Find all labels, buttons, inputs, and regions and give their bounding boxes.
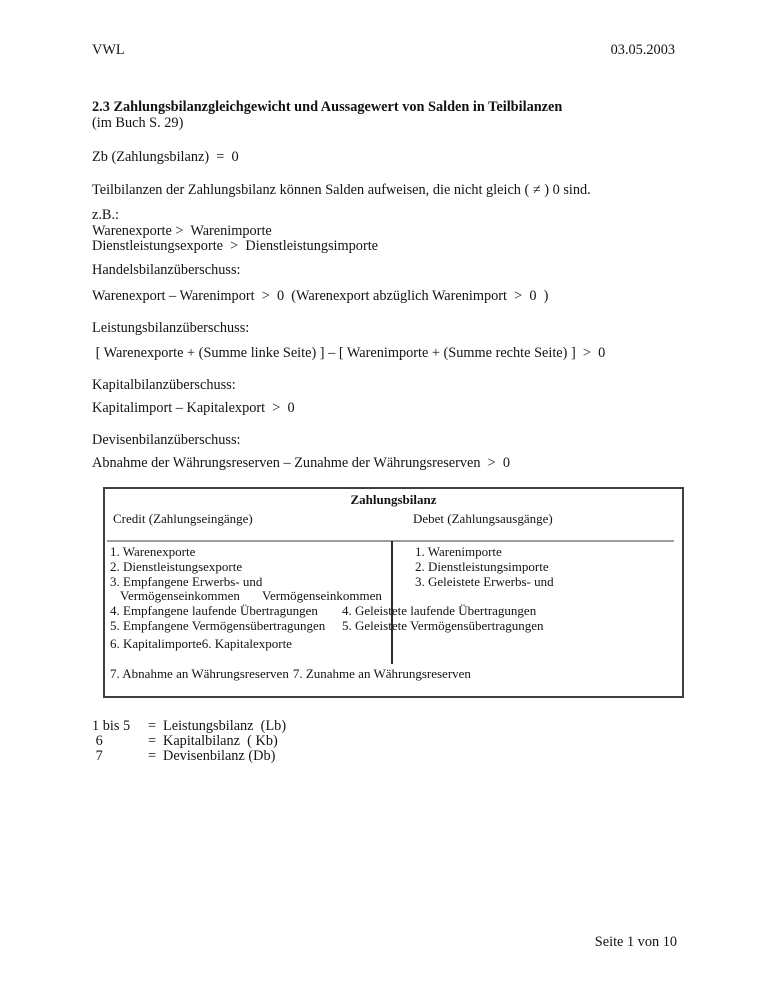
example-dienst: Dienstleistungsexporte > Dienstleistungsimporte	[92, 238, 379, 254]
kapitalbilanz-formula: Kapitalimport – Kapitalexport > 0	[92, 400, 295, 416]
credit-cell: 7. Abnahme an Währungsreserven	[110, 666, 289, 681]
zb-equation: Zb (Zahlungsbilanz) = 0	[92, 149, 239, 165]
credit-cell: 1. Warenexporte	[110, 544, 196, 559]
credit-cell: 2. Dienstleistungsexporte	[110, 559, 243, 574]
legend-label: Devisenbilanz (Db)	[163, 748, 276, 764]
handelsbilanz-label: Handelsbilanzüberschuss:	[92, 262, 241, 278]
leistungsbilanz-formula: [ Warenexporte + (Summe linke Seite) ] – [ Warenimporte + (Summe rechte Seite) ] > 0	[92, 345, 606, 361]
example-waren: Warenexporte > Warenimporte	[92, 223, 272, 239]
section-title: 2.3 Zahlungsbilanzgleichgewicht und Aussagewert von Salden in Teilbilanzen	[92, 99, 563, 115]
legend-equals: =	[148, 748, 157, 764]
legend-devisenbilanz	[92, 748, 275, 764]
legend-key: 1 bis 5	[92, 718, 131, 734]
kapitalbilanz-label: Kapitalbilanzüberschuss:	[92, 377, 236, 393]
debet-cell: 5. Geleistete Vermögensübertragungen	[342, 618, 544, 633]
credit-cell: 4. Empfangene laufende Übertragungen	[110, 603, 318, 618]
debet-cell: Vermögenseinkommen	[262, 588, 382, 603]
table-row	[110, 603, 537, 619]
debet-cell: 2. Dienstleistungsimporte	[415, 559, 549, 574]
table-row-continuation	[120, 588, 382, 604]
zahlungsbilanz-table	[103, 487, 684, 698]
legend-leistungsbilanz	[92, 718, 286, 734]
devisenbilanz-label: Devisenbilanzüberschuss:	[92, 432, 241, 448]
credit-cell: 6. Kapitalimporte	[110, 636, 202, 651]
legend-label: Leistungsbilanz (Lb)	[163, 718, 287, 734]
debet-cell: 7. Zunahme an Währungsreserven	[292, 666, 471, 681]
legend-equals: =	[148, 718, 157, 734]
debet-cell: 1. Warenimporte	[415, 544, 502, 559]
credit-column-header: Credit (Zahlungseingänge)	[113, 511, 253, 526]
header-course-label: VWL	[92, 42, 125, 58]
table-row	[110, 618, 544, 634]
debet-cell: 6. Kapitalexporte	[201, 636, 292, 651]
credit-cell: Vermögenseinkommen	[120, 588, 240, 603]
table-row	[110, 559, 549, 575]
debet-cell: 4. Geleistete laufende Übertragungen	[342, 603, 537, 618]
example-label: z.B.:	[92, 207, 120, 223]
teilbilanzen-paragraph: Teilbilanzen der Zahlungsbilanz können Salden aufweisen, die nicht gleich ( ≠ ) 0 sind.	[92, 182, 591, 198]
debet-cell: 3. Geleistete Erwerbs- und	[415, 574, 554, 589]
legend-label: Kapitalbilanz ( Kb)	[163, 733, 278, 749]
devisenbilanz-formula: Abnahme der Währungsreserven – Zunahme der Währungsreserven > 0	[92, 455, 511, 471]
legend-key: 6	[92, 733, 103, 749]
credit-cell: 5. Empfangene Vermögensübertragungen	[110, 618, 326, 633]
table-row	[110, 637, 292, 652]
handelsbilanz-formula: Warenexport – Warenimport > 0 (Warenexport abzüglich Warenimport > 0 )	[92, 288, 549, 304]
leistungsbilanz-label: Leistungsbilanzüberschuss:	[92, 320, 250, 336]
table-row	[110, 667, 471, 682]
legend-kapitalbilanz	[92, 733, 278, 749]
page-number: Seite 1 von 10	[594, 934, 677, 950]
debet-column-header: Debet (Zahlungsausgänge)	[413, 511, 553, 526]
section-subtitle: (im Buch S. 29)	[92, 115, 184, 131]
legend-key: 7	[92, 748, 103, 764]
legend-equals: =	[148, 733, 157, 749]
table-row	[110, 544, 502, 560]
header-date: 03.05.2003	[610, 42, 675, 58]
credit-cell: 3. Empfangene Erwerbs- und	[110, 574, 263, 589]
table-title: Zahlungsbilanz	[350, 492, 437, 507]
